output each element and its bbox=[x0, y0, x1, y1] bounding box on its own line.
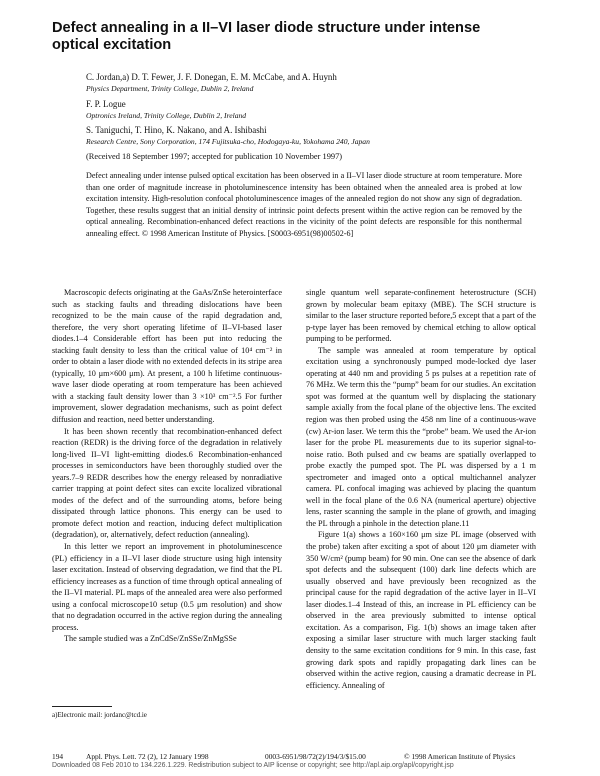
body-paragraph: Macroscopic defects originating at the GaAs/ZnSe heterointerface such as stacking faults and threading dislocations have been recognized to be the main cause of the rapid degradation and, therefore, the very short operating lifetime of II–VI-based laser diodes.1–4 Considerable effort has been put into reducing the stacking fault density to less than the critical value of 10⁴ cm⁻² in order to obtain a laser diode with no extended defects in its stripe area (typically, 10 μm×600 μm). At present, a 100 h lifetime continuous-wave laser diode operating at room temperature has been achieved with a stacking fault density lower than 3 ×10³ cm⁻².5 For further improvement, slower degradation mechanisms, such as point defect diffusion and reaction, need better understanding. bbox=[52, 288, 282, 425]
author-list-3: S. Taniguchi, T. Hino, K. Nakano, and A. Ishibashi bbox=[86, 125, 267, 135]
footnote-rule bbox=[52, 706, 112, 707]
body-paragraph: Figure 1(a) shows a 160×160 μm size PL image (observed with the probe) taken after exciting a spot of about 120 μm diameter with 350 W/cm² (pump beam) for 90 min. One can see the absence of dark spot defects and the subsequent (100) dark line defects which are usually observed and have previously been recognized as the principal cause for the rapid degradation of the active layer in II–VI laser diodes.1–4 Instead of this, an increase in PL efficiency can be observed in the area previously submitted to intense optical excitation. As a comparison, Fig. 1(b) shows an image taken after exposing a similar laser structure with much larger stacking fault density to the same excitation conditions for 9 min. In this case, fast growing dark spots and rapidly propagating dark lines can be observed within the active region, causing a dramatic decrease in PL efficiency. Annealing of bbox=[306, 530, 536, 690]
abstract-copyright: © 1998 American Institute of Physics. bbox=[141, 228, 266, 238]
footer-page-number: 194 bbox=[52, 752, 64, 761]
footer-journal: Appl. Phys. Lett. 72 (2), 12 January 1998 bbox=[86, 752, 209, 761]
affiliation-3: Research Centre, Sony Corporation, 174 Fujitsuka-cho, Hodogaya-ku, Yokohama 240, Japan bbox=[86, 137, 370, 146]
author-list-2: F. P. Logue bbox=[86, 99, 126, 109]
body-paragraph: The sample studied was a ZnCdSe/ZnSSe/ZnMgSSe bbox=[64, 634, 237, 644]
body-paragraph: The sample was annealed at room temperature by optical excitation using a synchronously pumped mode-locked dye laser operating at 440 nm and providing 5 ps pulses at a repetition rate of 76 MHz. We term this the “pump” beam for our studies. An excitation spot was formed at the quantum well by displacing the stationary sample axially from the focal plane of the objective lens. The excited region was then probed using the 458 nm line of a continuous-wave (cw) Ar-ion laser. We term this the “probe” beam. We used the Ar-ion laser for the probe PL measurements due to its superior signal-to-noise ratio. Both pulsed and cw beams are spatially overlapped to probe exactly the pumped spot. The PL was dispersed by a 1 m spectrometer and imaged onto a optical multichannel analyzer camera. PL confocal imaging was achieved by placing the quantum well in the focal plane of the 0.6 NA (numerical aperture) objective lens, raster scanning the sample in the plane of growth, and imaging the PL through a pinhole in the detection plane.11 bbox=[306, 345, 536, 528]
body-paragraph: In this letter we report an improvement in photoluminescence (PL) efficiency in a II–VI laser diode structure using high intensity laser excitation. Instead of observing degradation, we find that the PL efficiency increases as a function of time through optical annealing of the II–VI material. PL maps of the annealed area were also performed using a confocal microscope10 setup (0.5 μm resolution) and show that no degradation occurred in the active region during the annealing process. bbox=[52, 542, 282, 632]
abstract-doi: [S0003-6951(98)00502-6] bbox=[267, 228, 354, 238]
body-paragraph: single quantum well separate-confinement heterostructure (SCH) grown by molecular beam epitaxy (MBE). The SCH structure is similar to the laser structure reported before,5 except that a part of the p-type layer has been removed by chemical etching to allow optical pumping to be performed. bbox=[306, 288, 536, 344]
paper-title: Defect annealing in a II–VI laser diode structure under intense optical excitation bbox=[52, 20, 481, 53]
footnote-email: a)Electronic mail: jordanc@tcd.ie bbox=[52, 711, 147, 719]
abstract bbox=[86, 170, 522, 240]
body-paragraph: It has been shown recently that recombination-enhanced defect reaction (REDR) is the driving force of the degradation in relatively long-lived II–VI light-emitting diodes.6 Recombination-enhanced processes in semiconductors have been thoroughly studied over the years.7–9 REDR describes how the energy released by nonradiative carrier trapping at point defect sites can excite localized vibrational modes of the defect and of the surrounding atoms, before being dissipated through lattice phonons. This energy can be used to promote defect motion and reaction, inducing defect multiplication (degradation), or, alternatively, defect reduction (annealing). bbox=[52, 426, 282, 540]
affiliation-1: Physics Department, Trinity College, Dublin 2, Ireland bbox=[86, 84, 254, 93]
affiliation-2: Optronics Ireland, Trinity College, Dublin 2, Ireland bbox=[86, 111, 247, 120]
body-column-left bbox=[52, 287, 282, 645]
footer-copyright: © 1998 American Institute of Physics bbox=[404, 752, 516, 761]
author-list-1: C. Jordan,a) D. T. Fewer, J. F. Donegan, E. M. McCabe, and A. Huynh bbox=[86, 72, 337, 82]
received-dates: (Received 18 September 1997; accepted for publication 10 November 1997) bbox=[86, 152, 343, 161]
download-notice: Downloaded 08 Feb 2010 to 134.226.1.229. Redistribution subject to AIP license or copyright; see http://apl.aip.org/apl/copyright.jsp bbox=[52, 762, 454, 769]
footer-code: 0003-6951/98/72(2)/194/3/$15.00 bbox=[265, 752, 366, 761]
body-column-right bbox=[306, 287, 536, 691]
abstract-text: Defect annealing under intense pulsed optical excitation has been observed in a II–VI laser diode structure at room temperature. More than one order of magnitude increase in photoluminescence intensity has been obtained when the annealed area is probed at low excitation intensity. High-resolution confocal photoluminescence images of the annealed region do not show any sign of degradation. Together, these results suggest that an initial density of intrinsic point defects present within the active region can be removed by the optical annealing. Recombination-enhanced defect reactions in the vicinity of the point defects are responsible for this nonthermal annealing effect. bbox=[86, 171, 522, 238]
